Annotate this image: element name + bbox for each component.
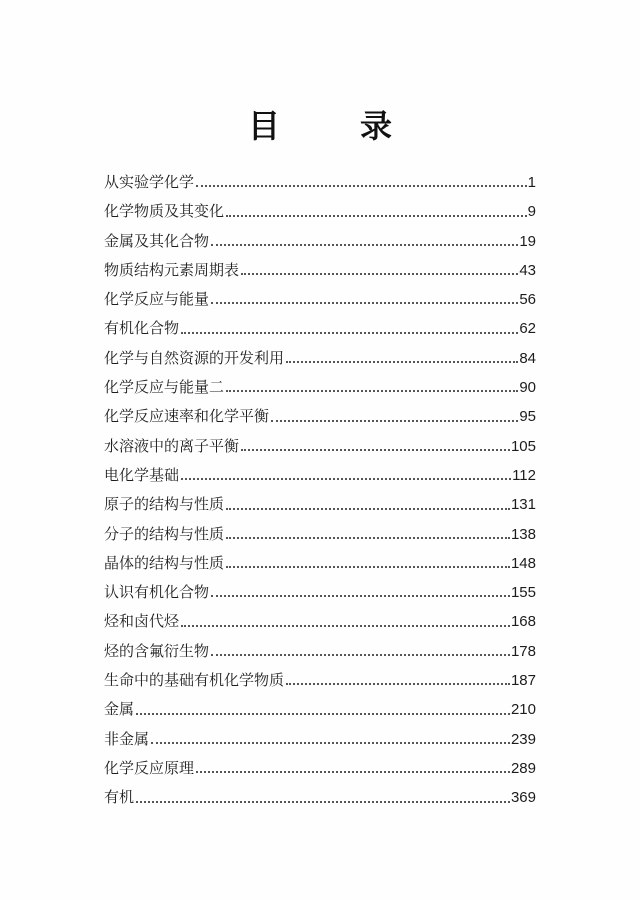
toc-entry-page: 112 (512, 466, 536, 484)
toc-entry-label: 晶体的结构与性质 (104, 553, 225, 572)
toc-entry-label: 从实验学化学 (104, 173, 195, 191)
toc-entry-label: 化学物质及其变化 (104, 202, 225, 221)
toc-entry-label: 物质结构元素周期表 (104, 260, 240, 279)
toc-entry-label: 金属及其化合物 (104, 231, 210, 250)
toc-entry-label: 化学反应原理 (104, 758, 195, 777)
toc-entry-label: 烃的含氟衍生物 (104, 641, 210, 660)
toc-entry-page: 105 (510, 437, 536, 455)
toc-entry[interactable] (104, 256, 536, 285)
toc-entry-label: 化学反应速率和化学平衡 (104, 407, 270, 426)
toc-entry-page: 289 (510, 759, 536, 777)
toc-entry-page: 210 (510, 701, 536, 719)
toc-entry[interactable] (104, 578, 536, 607)
toc-entry-page: 138 (510, 525, 536, 543)
toc-entry-label: 分子的结构与性质 (104, 524, 225, 543)
toc-entry[interactable] (104, 432, 536, 461)
toc-entry-label: 原子的结构与性质 (104, 495, 225, 514)
toc-entry[interactable] (104, 725, 536, 754)
toc-entry[interactable] (104, 637, 536, 666)
toc-entry[interactable] (104, 168, 536, 197)
toc-entry-page: 131 (510, 496, 536, 514)
toc-entry-page: 178 (510, 642, 536, 660)
toc-entry[interactable] (104, 695, 536, 724)
dot-leader (271, 420, 518, 422)
toc-entry-page: 239 (510, 730, 536, 748)
toc-entry-label: 电化学基础 (104, 465, 180, 484)
toc-entry-page: 19 (519, 232, 536, 250)
dot-leader (226, 390, 518, 392)
dot-leader (226, 215, 527, 217)
dot-leader (136, 713, 510, 715)
toc-entry[interactable] (104, 373, 536, 402)
dot-leader (136, 801, 510, 803)
dot-leader (181, 478, 511, 480)
dot-leader (181, 625, 510, 627)
toc-entry-label: 金属 (104, 700, 135, 719)
page-title: 目 录 (247, 107, 416, 145)
table-of-contents (104, 168, 536, 813)
dot-leader (226, 537, 510, 539)
toc-entry-page: 62 (519, 320, 536, 338)
toc-entry[interactable] (104, 227, 536, 256)
toc-entry[interactable] (104, 549, 536, 578)
dot-leader (211, 244, 518, 246)
toc-entry-page: 90 (519, 379, 536, 397)
toc-entry-label: 有机 (104, 788, 135, 807)
toc-entry-page: 155 (510, 584, 536, 602)
dot-leader (226, 566, 510, 568)
toc-entry-page: 56 (519, 291, 536, 309)
toc-entry[interactable] (104, 344, 536, 373)
toc-entry[interactable] (104, 754, 536, 783)
toc-entry-label: 化学反应与能量二 (104, 378, 225, 397)
toc-entry[interactable] (104, 520, 536, 549)
dot-leader (286, 361, 518, 363)
toc-entry[interactable] (104, 490, 536, 519)
toc-entry[interactable] (104, 666, 536, 695)
toc-entry-page: 43 (519, 261, 536, 279)
toc-entry-label: 化学反应与能量 (104, 290, 210, 309)
toc-entry[interactable] (104, 607, 536, 636)
dot-leader (196, 771, 510, 773)
toc-entry-label: 化学与自然资源的开发利用 (104, 348, 285, 367)
toc-entry-page: 1 (527, 174, 536, 191)
toc-entry[interactable] (104, 783, 536, 812)
dot-leader (181, 332, 518, 334)
toc-entry[interactable] (104, 314, 536, 343)
toc-entry-label: 认识有机化合物 (104, 583, 210, 602)
toc-entry[interactable] (104, 402, 536, 431)
toc-entry-page: 95 (519, 408, 536, 426)
toc-entry-page: 187 (510, 672, 536, 690)
toc-entry-page: 369 (510, 789, 536, 807)
toc-entry[interactable] (104, 285, 536, 314)
toc-entry-label: 有机化合物 (104, 319, 180, 338)
dot-leader (211, 302, 518, 304)
toc-entry-label: 水溶液中的离子平衡 (104, 436, 240, 455)
dot-leader (286, 683, 510, 685)
toc-entry-label: 烃和卤代烃 (104, 612, 180, 631)
toc-entry-page: 84 (519, 349, 536, 367)
dot-leader (151, 742, 510, 744)
toc-entry-page: 9 (527, 203, 536, 221)
toc-entry-page: 168 (510, 613, 536, 631)
toc-entry[interactable] (104, 461, 536, 490)
toc-entry-page: 148 (510, 554, 536, 572)
dot-leader (241, 449, 510, 451)
toc-entry-label: 非金属 (104, 729, 150, 748)
dot-leader (211, 654, 510, 656)
dot-leader (211, 595, 510, 597)
dot-leader (241, 273, 518, 275)
toc-entry-label: 生命中的基础有机化学物质 (104, 671, 285, 690)
dot-leader (226, 508, 510, 510)
dot-leader (196, 185, 527, 187)
toc-entry[interactable] (104, 197, 536, 226)
